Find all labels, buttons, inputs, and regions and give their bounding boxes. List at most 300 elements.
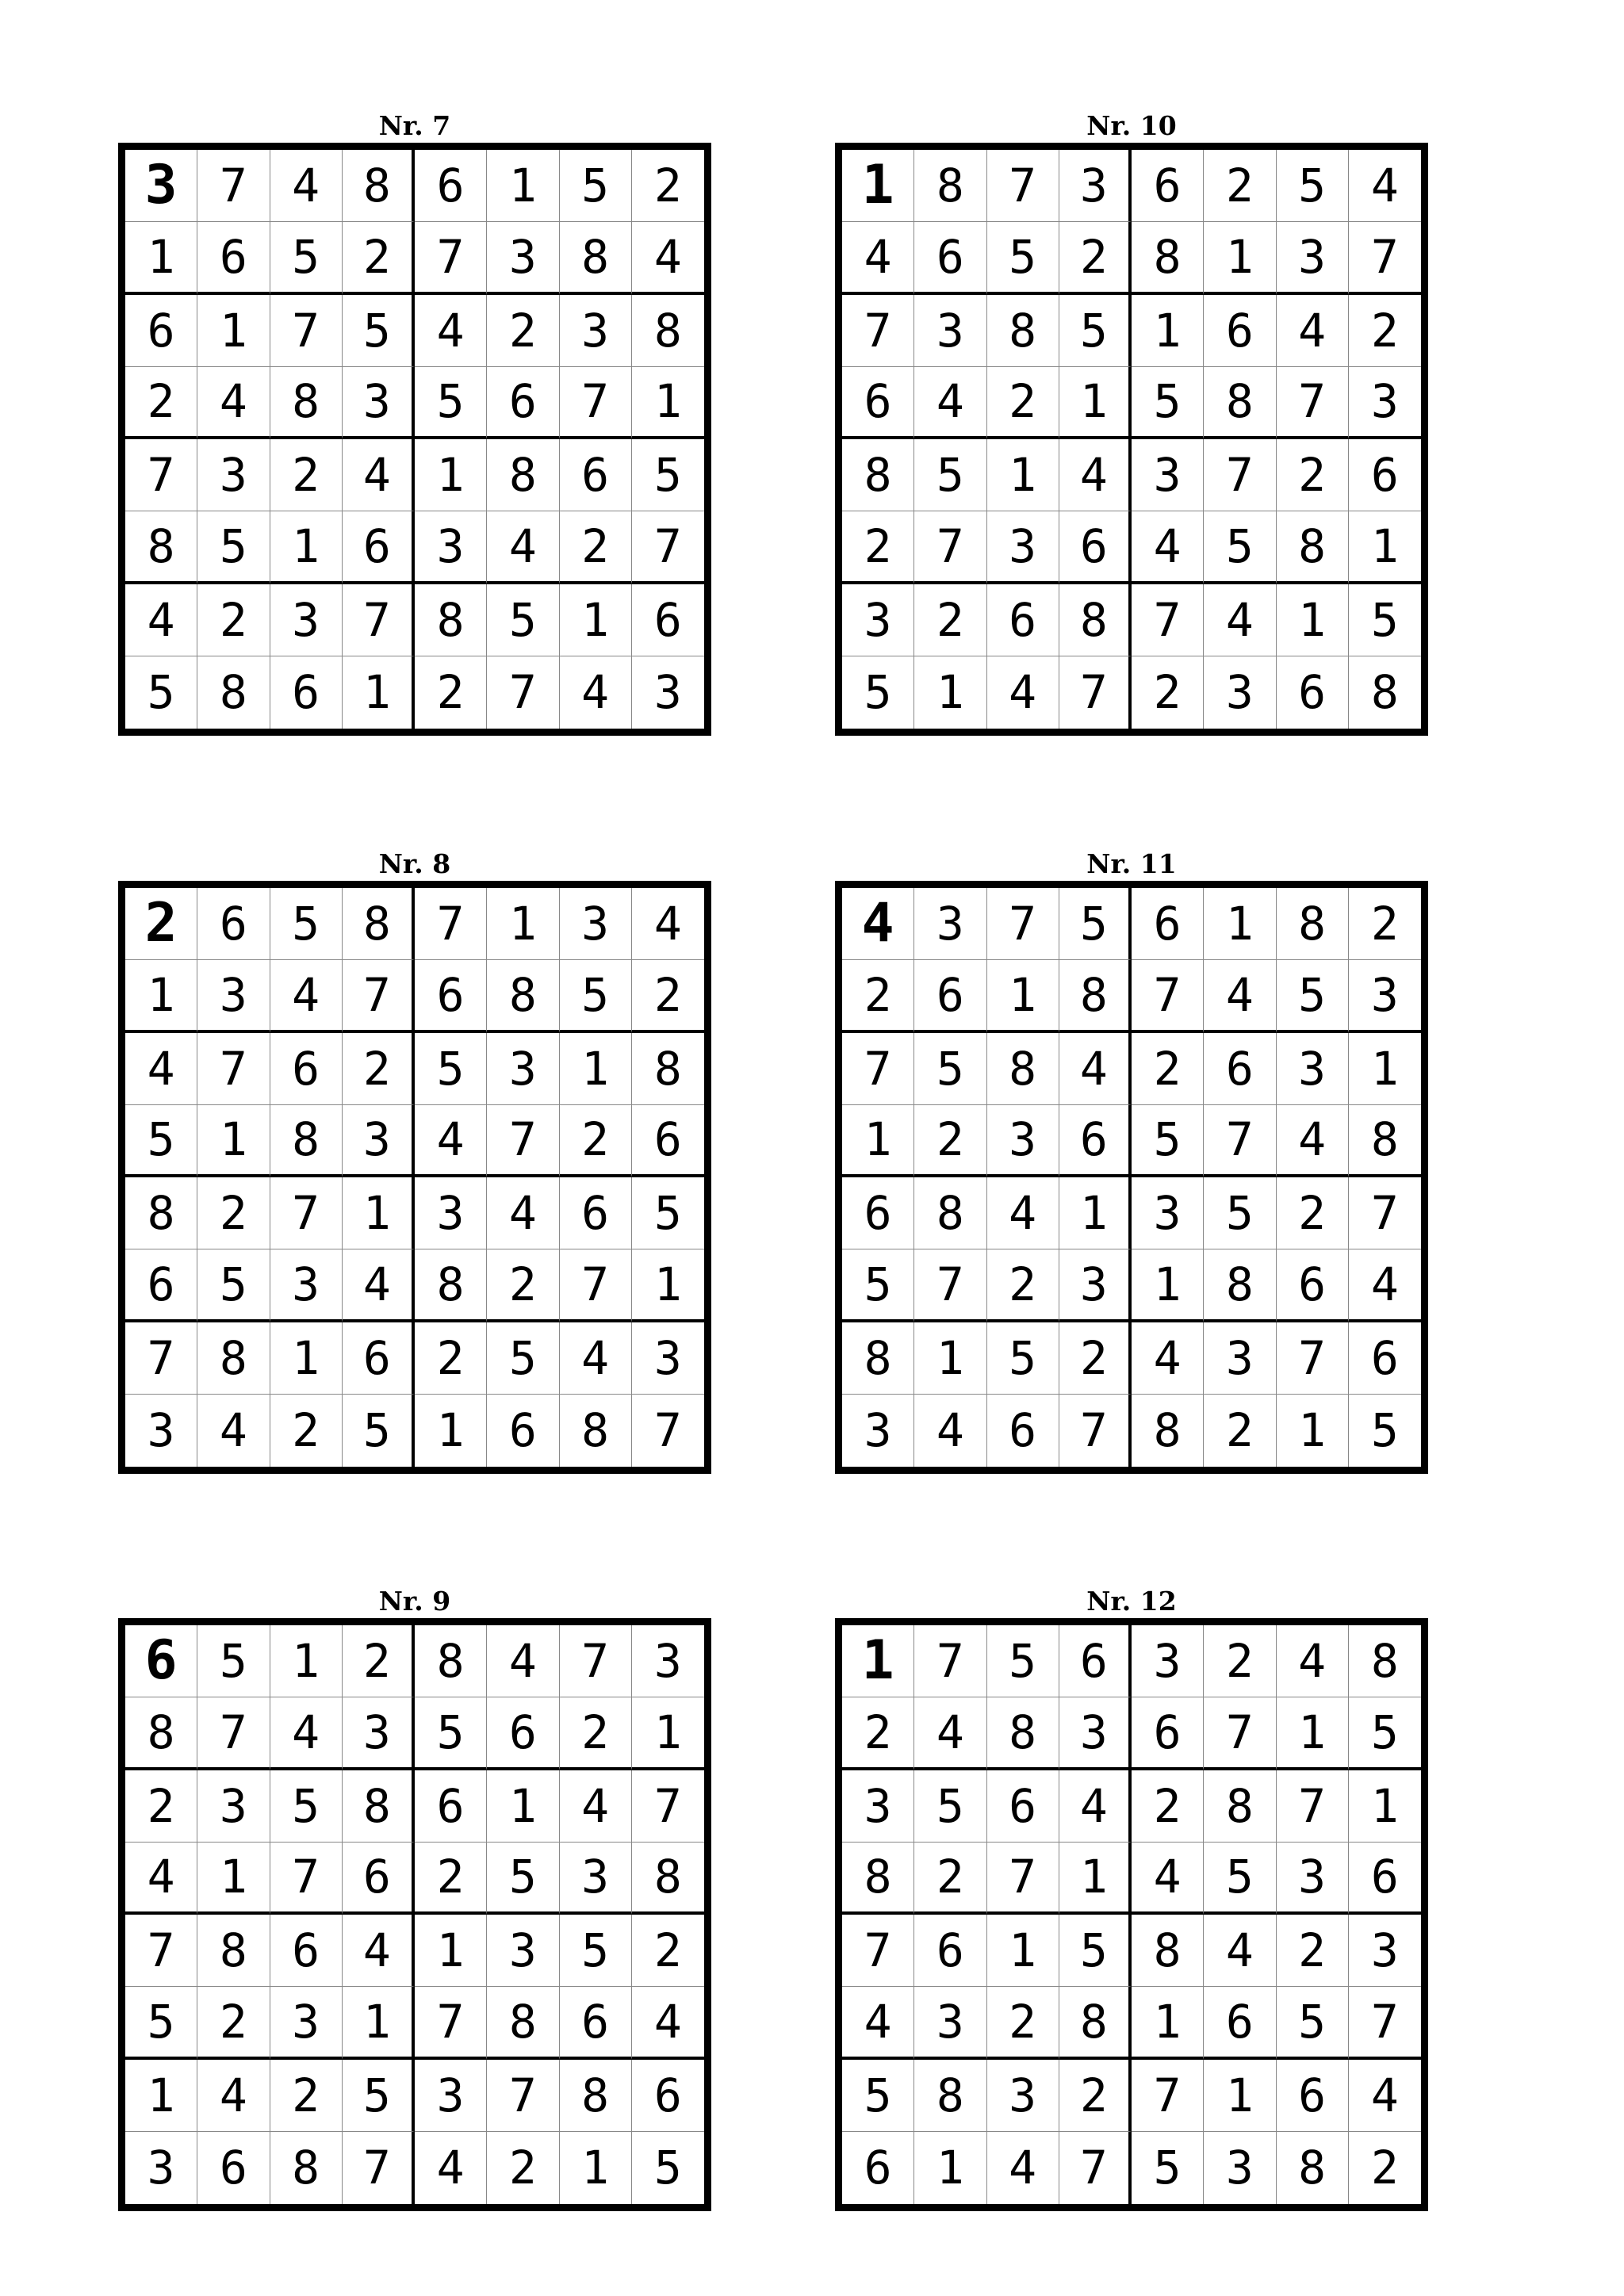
grid-cell: 3 bbox=[270, 1987, 343, 2059]
grid-cell: 4 bbox=[560, 656, 632, 729]
grid-cell: 7 bbox=[1059, 2132, 1132, 2204]
grid-cell: 8 bbox=[1132, 1395, 1204, 1467]
grid-cell: 8 bbox=[842, 439, 914, 511]
grid-cell: 3 bbox=[1277, 1033, 1349, 1105]
grid-cell: 2 bbox=[1059, 2060, 1132, 2132]
grid-cell: 5 bbox=[632, 1177, 704, 1249]
grid-cell: 6 bbox=[487, 367, 559, 439]
grid-cell: 4 bbox=[1132, 511, 1204, 584]
grid-cell: 2 bbox=[487, 2132, 559, 2204]
grid-cell: 6 bbox=[125, 1249, 197, 1322]
grid-cell: 6 bbox=[343, 511, 415, 584]
grid-cell: 5 bbox=[270, 222, 343, 294]
grid-cell: 2 bbox=[343, 1625, 415, 1697]
grid-cell: 8 bbox=[987, 1697, 1059, 1770]
grid-cell: 1 bbox=[560, 1033, 632, 1105]
grid-cell: 3 bbox=[487, 222, 559, 294]
grid-cell: 2 bbox=[415, 1843, 487, 1915]
grid-cell: 7 bbox=[343, 960, 415, 1032]
grid-cell: 6 bbox=[632, 1105, 704, 1177]
grid-cell: 8 bbox=[560, 2060, 632, 2132]
grid-cell: 2 bbox=[842, 960, 914, 1032]
grid-cell: 2 bbox=[1277, 1915, 1349, 1987]
grid-cell: 3 bbox=[560, 1843, 632, 1915]
grid-cell: 1 bbox=[1204, 222, 1276, 294]
grid-cell: 4 bbox=[125, 584, 197, 656]
grid-cell: 8 bbox=[1277, 2132, 1349, 2204]
grid-cell: 1 bbox=[270, 511, 343, 584]
grid-cell: 1 bbox=[125, 222, 197, 294]
grid-cell: 7 bbox=[653, 1403, 682, 1458]
grid-cell: 5 bbox=[987, 222, 1059, 294]
grid-cell: 3 bbox=[197, 439, 270, 511]
grid-cell: 7 bbox=[842, 1915, 914, 1987]
grid-cell: 2 bbox=[560, 1105, 632, 1177]
grid-cell: 1 bbox=[487, 1770, 559, 1843]
grid-cell: 6 bbox=[560, 439, 632, 511]
grid-cell: 4 bbox=[270, 150, 343, 222]
grid-cell: 8 bbox=[1132, 222, 1204, 294]
grid-cell: 3 bbox=[343, 1697, 415, 1770]
grid-cell: 5 bbox=[560, 150, 632, 222]
grid-cell: 8 bbox=[987, 1033, 1059, 1105]
grid-cell: 2 bbox=[1370, 2141, 1399, 2195]
grid-cell: 1 bbox=[560, 584, 632, 656]
grid-cell: 6 bbox=[1059, 511, 1132, 584]
grid-cell: 3 bbox=[415, 2060, 487, 2132]
grid-cell: 4 bbox=[632, 888, 704, 960]
grid-cell: 7 bbox=[343, 2132, 415, 2204]
grid-cell: 8 bbox=[1204, 1770, 1276, 1843]
grid-cell: 2 bbox=[1059, 1322, 1132, 1395]
grid-cell: 1 bbox=[1204, 2060, 1276, 2132]
grid-cell: 2 bbox=[1204, 1625, 1276, 1697]
grid-cell: 8 bbox=[914, 150, 986, 222]
grid-cell: 2 bbox=[343, 1033, 415, 1105]
grid-cell: 7 bbox=[197, 150, 270, 222]
grid-cell: 1 bbox=[1349, 1033, 1421, 1105]
grid-cell: 7 bbox=[987, 888, 1059, 960]
grid-cell: 4 bbox=[842, 1987, 914, 2059]
grid-cell: 6 bbox=[415, 960, 487, 1032]
grid-cell: 6 bbox=[1059, 1625, 1132, 1697]
grid-cell: 1 bbox=[632, 1249, 704, 1322]
grid-cell: 2 bbox=[1349, 888, 1421, 960]
grid-cell: 1 bbox=[1277, 1697, 1349, 1770]
grid-cell: 2 bbox=[842, 1697, 914, 1770]
grid-cell: 8 bbox=[560, 222, 632, 294]
grid-cell: 2 bbox=[1277, 439, 1349, 511]
grid-cell: 4 bbox=[270, 960, 343, 1032]
grid-cell: 8 bbox=[1059, 1987, 1132, 2059]
grid-cell: 8 bbox=[343, 150, 415, 222]
grid-cell: 7 bbox=[1349, 1987, 1421, 2059]
grid-cell: 2 bbox=[842, 511, 914, 584]
puzzle-title: Nr. 7 bbox=[378, 110, 451, 141]
grid-cell: 6 bbox=[1349, 1322, 1421, 1395]
grid-cell: 4 bbox=[487, 1177, 559, 1249]
grid-cell: 4 bbox=[270, 1697, 343, 1770]
grid-cell: 7 bbox=[914, 511, 986, 584]
grid-cell: 7 bbox=[487, 1105, 559, 1177]
grid-cell: 5 bbox=[1059, 888, 1132, 960]
grid-cell: 6 bbox=[842, 2132, 914, 2204]
grid-cell: 4 bbox=[987, 1177, 1059, 1249]
grid-cell: 7 bbox=[842, 1033, 914, 1105]
grid-cell: 1 bbox=[197, 295, 270, 367]
grid-cell: 2 bbox=[270, 2060, 343, 2132]
grid-cell: 5 bbox=[1370, 1403, 1399, 1458]
grid-cell: 7 bbox=[632, 511, 704, 584]
grid-cell: 2 bbox=[197, 584, 270, 656]
grid-cell: 6 bbox=[487, 1697, 559, 1770]
grid-cell: 5 bbox=[125, 1987, 197, 2059]
grid-cell: 7 bbox=[1204, 439, 1276, 511]
grid-cell: 4 bbox=[1059, 1770, 1132, 1843]
grid-cell: 4 bbox=[415, 1105, 487, 1177]
grid-cell: 4 bbox=[125, 1033, 197, 1105]
sudoku-grid bbox=[118, 1618, 711, 2211]
grid-cell: 2 bbox=[632, 1915, 704, 1987]
grid-cell: 2 bbox=[125, 888, 197, 960]
grid-cell: 2 bbox=[632, 150, 704, 222]
grid-cell: 5 bbox=[343, 295, 415, 367]
grid-cell: 1 bbox=[487, 888, 559, 960]
grid-cell: 7 bbox=[560, 367, 632, 439]
grid-cell: 1 bbox=[1349, 1770, 1421, 1843]
grid-cell: 1 bbox=[343, 1987, 415, 2059]
grid-cell: 7 bbox=[1204, 1105, 1276, 1177]
grid-cell: 4 bbox=[842, 222, 914, 294]
grid-cell: 7 bbox=[125, 1322, 197, 1395]
grid-cell: 2 bbox=[1204, 1395, 1276, 1467]
grid-cell: 1 bbox=[1132, 295, 1204, 367]
grid-cell: 4 bbox=[1132, 1843, 1204, 1915]
grid-cell: 1 bbox=[125, 2060, 197, 2132]
grid-cell: 5 bbox=[487, 1843, 559, 1915]
grid-cell: 4 bbox=[1349, 1249, 1421, 1322]
grid-cell: 6 bbox=[415, 150, 487, 222]
grid-cell: 5 bbox=[1059, 1915, 1132, 1987]
grid-cell: 5 bbox=[842, 656, 914, 729]
grid-cell: 8 bbox=[487, 1987, 559, 2059]
grid-cell: 4 bbox=[343, 1915, 415, 1987]
grid-cell: 2 bbox=[1349, 295, 1421, 367]
grid-cell: 8 bbox=[1204, 1249, 1276, 1322]
grid-cell: 3 bbox=[987, 1105, 1059, 1177]
puzzle-title: Nr. 8 bbox=[378, 848, 451, 879]
grid-cell: 5 bbox=[487, 584, 559, 656]
grid-cell: 8 bbox=[197, 656, 270, 729]
grid-cell: 5 bbox=[415, 1697, 487, 1770]
grid-cell: 7 bbox=[1349, 1177, 1421, 1249]
grid-cell: 4 bbox=[1059, 1033, 1132, 1105]
grid-cell: 8 bbox=[197, 1322, 270, 1395]
grid-cell: 6 bbox=[1204, 1033, 1276, 1105]
grid-cell: 6 bbox=[842, 1177, 914, 1249]
grid-cell: 3 bbox=[1277, 222, 1349, 294]
grid-cell: 6 bbox=[987, 584, 1059, 656]
sudoku-grid bbox=[835, 143, 1428, 736]
grid-cell: 4 bbox=[560, 1322, 632, 1395]
grid-cell: 1 bbox=[1059, 1843, 1132, 1915]
grid-cell: 6 bbox=[197, 888, 270, 960]
grid-cell: 7 bbox=[914, 1625, 986, 1697]
grid-cell: 2 bbox=[487, 1249, 559, 1322]
grid-cell: 3 bbox=[487, 1033, 559, 1105]
grid-cell: 6 bbox=[1277, 656, 1349, 729]
grid-cell: 7 bbox=[842, 295, 914, 367]
grid-cell: 2 bbox=[1132, 1770, 1204, 1843]
grid-cell: 3 bbox=[914, 1987, 986, 2059]
grid-cell: 1 bbox=[487, 150, 559, 222]
grid-cell: 3 bbox=[1204, 656, 1276, 729]
grid-cell: 6 bbox=[415, 1770, 487, 1843]
grid-cell: 5 bbox=[270, 888, 343, 960]
grid-cell: 8 bbox=[343, 888, 415, 960]
grid-cell: 6 bbox=[1059, 1105, 1132, 1177]
grid-cell: 4 bbox=[197, 2060, 270, 2132]
grid-cell: 6 bbox=[1132, 150, 1204, 222]
grid-cell: 2 bbox=[987, 1987, 1059, 2059]
grid-cell: 3 bbox=[1132, 1177, 1204, 1249]
grid-cell: 4 bbox=[914, 1395, 986, 1467]
grid-cell: 3 bbox=[1204, 2132, 1276, 2204]
grid-cell: 1 bbox=[125, 960, 197, 1032]
grid-cell: 3 bbox=[125, 2132, 197, 2204]
grid-cell: 4 bbox=[1277, 1625, 1349, 1697]
grid-cell: 8 bbox=[987, 295, 1059, 367]
grid-cell: 4 bbox=[1349, 2060, 1421, 2132]
grid-cell: 3 bbox=[1204, 1322, 1276, 1395]
grid-cell: 5 bbox=[1204, 1177, 1276, 1249]
grid-cell: 3 bbox=[1277, 1843, 1349, 1915]
grid-cell: 1 bbox=[415, 439, 487, 511]
sudoku-grid bbox=[118, 881, 711, 1474]
grid-cell: 3 bbox=[1132, 1625, 1204, 1697]
grid-cell: 3 bbox=[1349, 1915, 1421, 1987]
grid-cell: 1 bbox=[1277, 584, 1349, 656]
grid-cell: 1 bbox=[415, 1395, 487, 1467]
grid-cell: 3 bbox=[914, 888, 986, 960]
grid-cell: 5 bbox=[343, 2060, 415, 2132]
grid-cell: 4 bbox=[1204, 1915, 1276, 1987]
grid-cell: 7 bbox=[632, 1770, 704, 1843]
grid-cell: 4 bbox=[487, 511, 559, 584]
grid-cell: 2 bbox=[270, 1395, 343, 1467]
grid-cell: 4 bbox=[343, 439, 415, 511]
grid-cell: 4 bbox=[487, 1625, 559, 1697]
grid-cell: 6 bbox=[343, 1322, 415, 1395]
grid-cell: 3 bbox=[560, 295, 632, 367]
grid-cell: 6 bbox=[270, 1033, 343, 1105]
grid-cell: 1 bbox=[270, 1625, 343, 1697]
grid-cell: 2 bbox=[987, 367, 1059, 439]
grid-cell: 4 bbox=[914, 367, 986, 439]
grid-cell: 4 bbox=[1277, 295, 1349, 367]
grid-cell: 3 bbox=[197, 1770, 270, 1843]
grid-cell: 2 bbox=[1059, 222, 1132, 294]
grid-cell: 7 bbox=[914, 1249, 986, 1322]
grid-cell: 6 bbox=[1204, 295, 1276, 367]
grid-cell: 3 bbox=[415, 511, 487, 584]
grid-cell: 4 bbox=[415, 2132, 487, 2204]
grid-cell: 8 bbox=[1204, 367, 1276, 439]
grid-cell: 3 bbox=[632, 1322, 704, 1395]
grid-cell: 6 bbox=[987, 1770, 1059, 1843]
grid-cell: 6 bbox=[914, 960, 986, 1032]
grid-cell: 8 bbox=[1277, 888, 1349, 960]
grid-cell: 6 bbox=[914, 1915, 986, 1987]
grid-cell: 5 bbox=[1277, 150, 1349, 222]
grid-cell: 7 bbox=[560, 1625, 632, 1697]
grid-cell: 1 bbox=[1059, 1177, 1132, 1249]
grid-cell: 4 bbox=[197, 367, 270, 439]
grid-cell: 7 bbox=[270, 1843, 343, 1915]
grid-cell: 4 bbox=[914, 1697, 986, 1770]
grid-cell: 5 bbox=[987, 1322, 1059, 1395]
grid-cell: 3 bbox=[842, 584, 914, 656]
grid-cell: 3 bbox=[1059, 150, 1132, 222]
grid-cell: 5 bbox=[914, 1770, 986, 1843]
grid-cell: 4 bbox=[1204, 960, 1276, 1032]
grid-cell: 5 bbox=[343, 1395, 415, 1467]
grid-cell: 8 bbox=[914, 2060, 986, 2132]
grid-cell: 2 bbox=[987, 1249, 1059, 1322]
grid-cell: 1 bbox=[343, 1177, 415, 1249]
grid-cell: 2 bbox=[1132, 1033, 1204, 1105]
grid-cell: 2 bbox=[487, 295, 559, 367]
grid-cell: 5 bbox=[987, 1625, 1059, 1697]
grid-cell: 2 bbox=[632, 960, 704, 1032]
grid-cell: 6 bbox=[125, 295, 197, 367]
grid-cell: 7 bbox=[1277, 1770, 1349, 1843]
grid-cell: 3 bbox=[1132, 439, 1204, 511]
grid-cell: 1 bbox=[632, 1697, 704, 1770]
grid-cell: 1 bbox=[560, 2132, 632, 2204]
grid-cell: 7 bbox=[1132, 960, 1204, 1032]
grid-cell: 6 bbox=[632, 584, 704, 656]
grid-cell: 5 bbox=[270, 1770, 343, 1843]
grid-cell: 6 bbox=[1132, 888, 1204, 960]
grid-cell: 1 bbox=[842, 150, 914, 222]
puzzle-title: Nr. 9 bbox=[378, 1586, 451, 1617]
grid-cell: 5 bbox=[914, 1033, 986, 1105]
grid-cell: 7 bbox=[487, 656, 559, 729]
grid-cell: 8 bbox=[914, 1177, 986, 1249]
grid-cell: 1 bbox=[842, 1105, 914, 1177]
grid-cell: 5 bbox=[1277, 1987, 1349, 2059]
grid-cell: 5 bbox=[1132, 1105, 1204, 1177]
grid-cell: 1 bbox=[1277, 1395, 1349, 1467]
grid-cell: 1 bbox=[987, 439, 1059, 511]
grid-cell: 3 bbox=[343, 1105, 415, 1177]
grid-cell: 4 bbox=[1349, 150, 1421, 222]
grid-cell: 3 bbox=[1349, 960, 1421, 1032]
puzzle-title: Nr. 12 bbox=[1086, 1586, 1177, 1617]
grid-cell: 1 bbox=[987, 1915, 1059, 1987]
grid-cell: 8 bbox=[1132, 1915, 1204, 1987]
grid-cell: 7 bbox=[415, 888, 487, 960]
grid-cell: 2 bbox=[125, 1770, 197, 1843]
grid-cell: 1 bbox=[914, 1322, 986, 1395]
grid-cell: 6 bbox=[914, 222, 986, 294]
sudoku-grid bbox=[118, 143, 711, 736]
grid-cell: 3 bbox=[487, 1915, 559, 1987]
grid-cell: 1 bbox=[415, 1915, 487, 1987]
grid-cell: 3 bbox=[842, 1770, 914, 1843]
grid-cell: 5 bbox=[415, 1033, 487, 1105]
grid-cell: 5 bbox=[1059, 295, 1132, 367]
grid-cell: 7 bbox=[197, 1697, 270, 1770]
grid-cell: 8 bbox=[1059, 960, 1132, 1032]
grid-cell: 5 bbox=[560, 1915, 632, 1987]
grid-cell: 3 bbox=[125, 1395, 197, 1467]
grid-cell: 6 bbox=[842, 367, 914, 439]
grid-cell: 3 bbox=[343, 367, 415, 439]
grid-cell: 4 bbox=[632, 1987, 704, 2059]
grid-cell: 7 bbox=[987, 150, 1059, 222]
grid-cell: 2 bbox=[415, 656, 487, 729]
grid-cell: 7 bbox=[1132, 2060, 1204, 2132]
grid-cell: 2 bbox=[914, 1843, 986, 1915]
grid-cell: 5 bbox=[125, 1105, 197, 1177]
grid-cell: 6 bbox=[343, 1843, 415, 1915]
grid-cell: 4 bbox=[1277, 1105, 1349, 1177]
grid-cell: 7 bbox=[487, 2060, 559, 2132]
grid-cell: 1 bbox=[1059, 367, 1132, 439]
grid-cell: 2 bbox=[415, 1322, 487, 1395]
grid-cell: 1 bbox=[343, 656, 415, 729]
grid-cell: 3 bbox=[842, 1395, 914, 1467]
grid-cell: 7 bbox=[1204, 1697, 1276, 1770]
grid-cell: 6 bbox=[197, 2132, 270, 2204]
grid-cell: 8 bbox=[415, 584, 487, 656]
grid-cell: 5 bbox=[1349, 584, 1421, 656]
grid-cell: 3 bbox=[125, 150, 197, 222]
grid-cell: 6 bbox=[560, 1987, 632, 2059]
grid-cell: 6 bbox=[270, 656, 343, 729]
grid-cell: 5 bbox=[415, 367, 487, 439]
grid-cell: 7 bbox=[270, 295, 343, 367]
grid-cell: 8 bbox=[632, 295, 704, 367]
grid-cell: 8 bbox=[560, 1395, 632, 1467]
grid-cell: 4 bbox=[842, 888, 914, 960]
grid-cell: 5 bbox=[1277, 960, 1349, 1032]
grid-cell: 7 bbox=[125, 439, 197, 511]
grid-cell: 7 bbox=[1277, 1322, 1349, 1395]
grid-cell: 5 bbox=[842, 2060, 914, 2132]
grid-cell: 3 bbox=[1059, 1249, 1132, 1322]
grid-cell: 5 bbox=[1204, 1843, 1276, 1915]
grid-cell: 6 bbox=[270, 1915, 343, 1987]
grid-cell: 4 bbox=[987, 656, 1059, 729]
grid-cell: 8 bbox=[125, 1177, 197, 1249]
grid-cell: 3 bbox=[1059, 1697, 1132, 1770]
grid-cell: 6 bbox=[560, 1177, 632, 1249]
grid-cell: 6 bbox=[1349, 1843, 1421, 1915]
grid-cell: 7 bbox=[415, 1987, 487, 2059]
grid-cell: 3 bbox=[987, 511, 1059, 584]
grid-cell: 8 bbox=[487, 960, 559, 1032]
grid-cell: 1 bbox=[914, 2132, 986, 2204]
grid-cell: 1 bbox=[914, 656, 986, 729]
grid-cell: 2 bbox=[914, 584, 986, 656]
grid-cell: 1 bbox=[1132, 1987, 1204, 2059]
grid-cell: 4 bbox=[632, 222, 704, 294]
grid-cell: 2 bbox=[560, 511, 632, 584]
grid-cell: 2 bbox=[270, 439, 343, 511]
